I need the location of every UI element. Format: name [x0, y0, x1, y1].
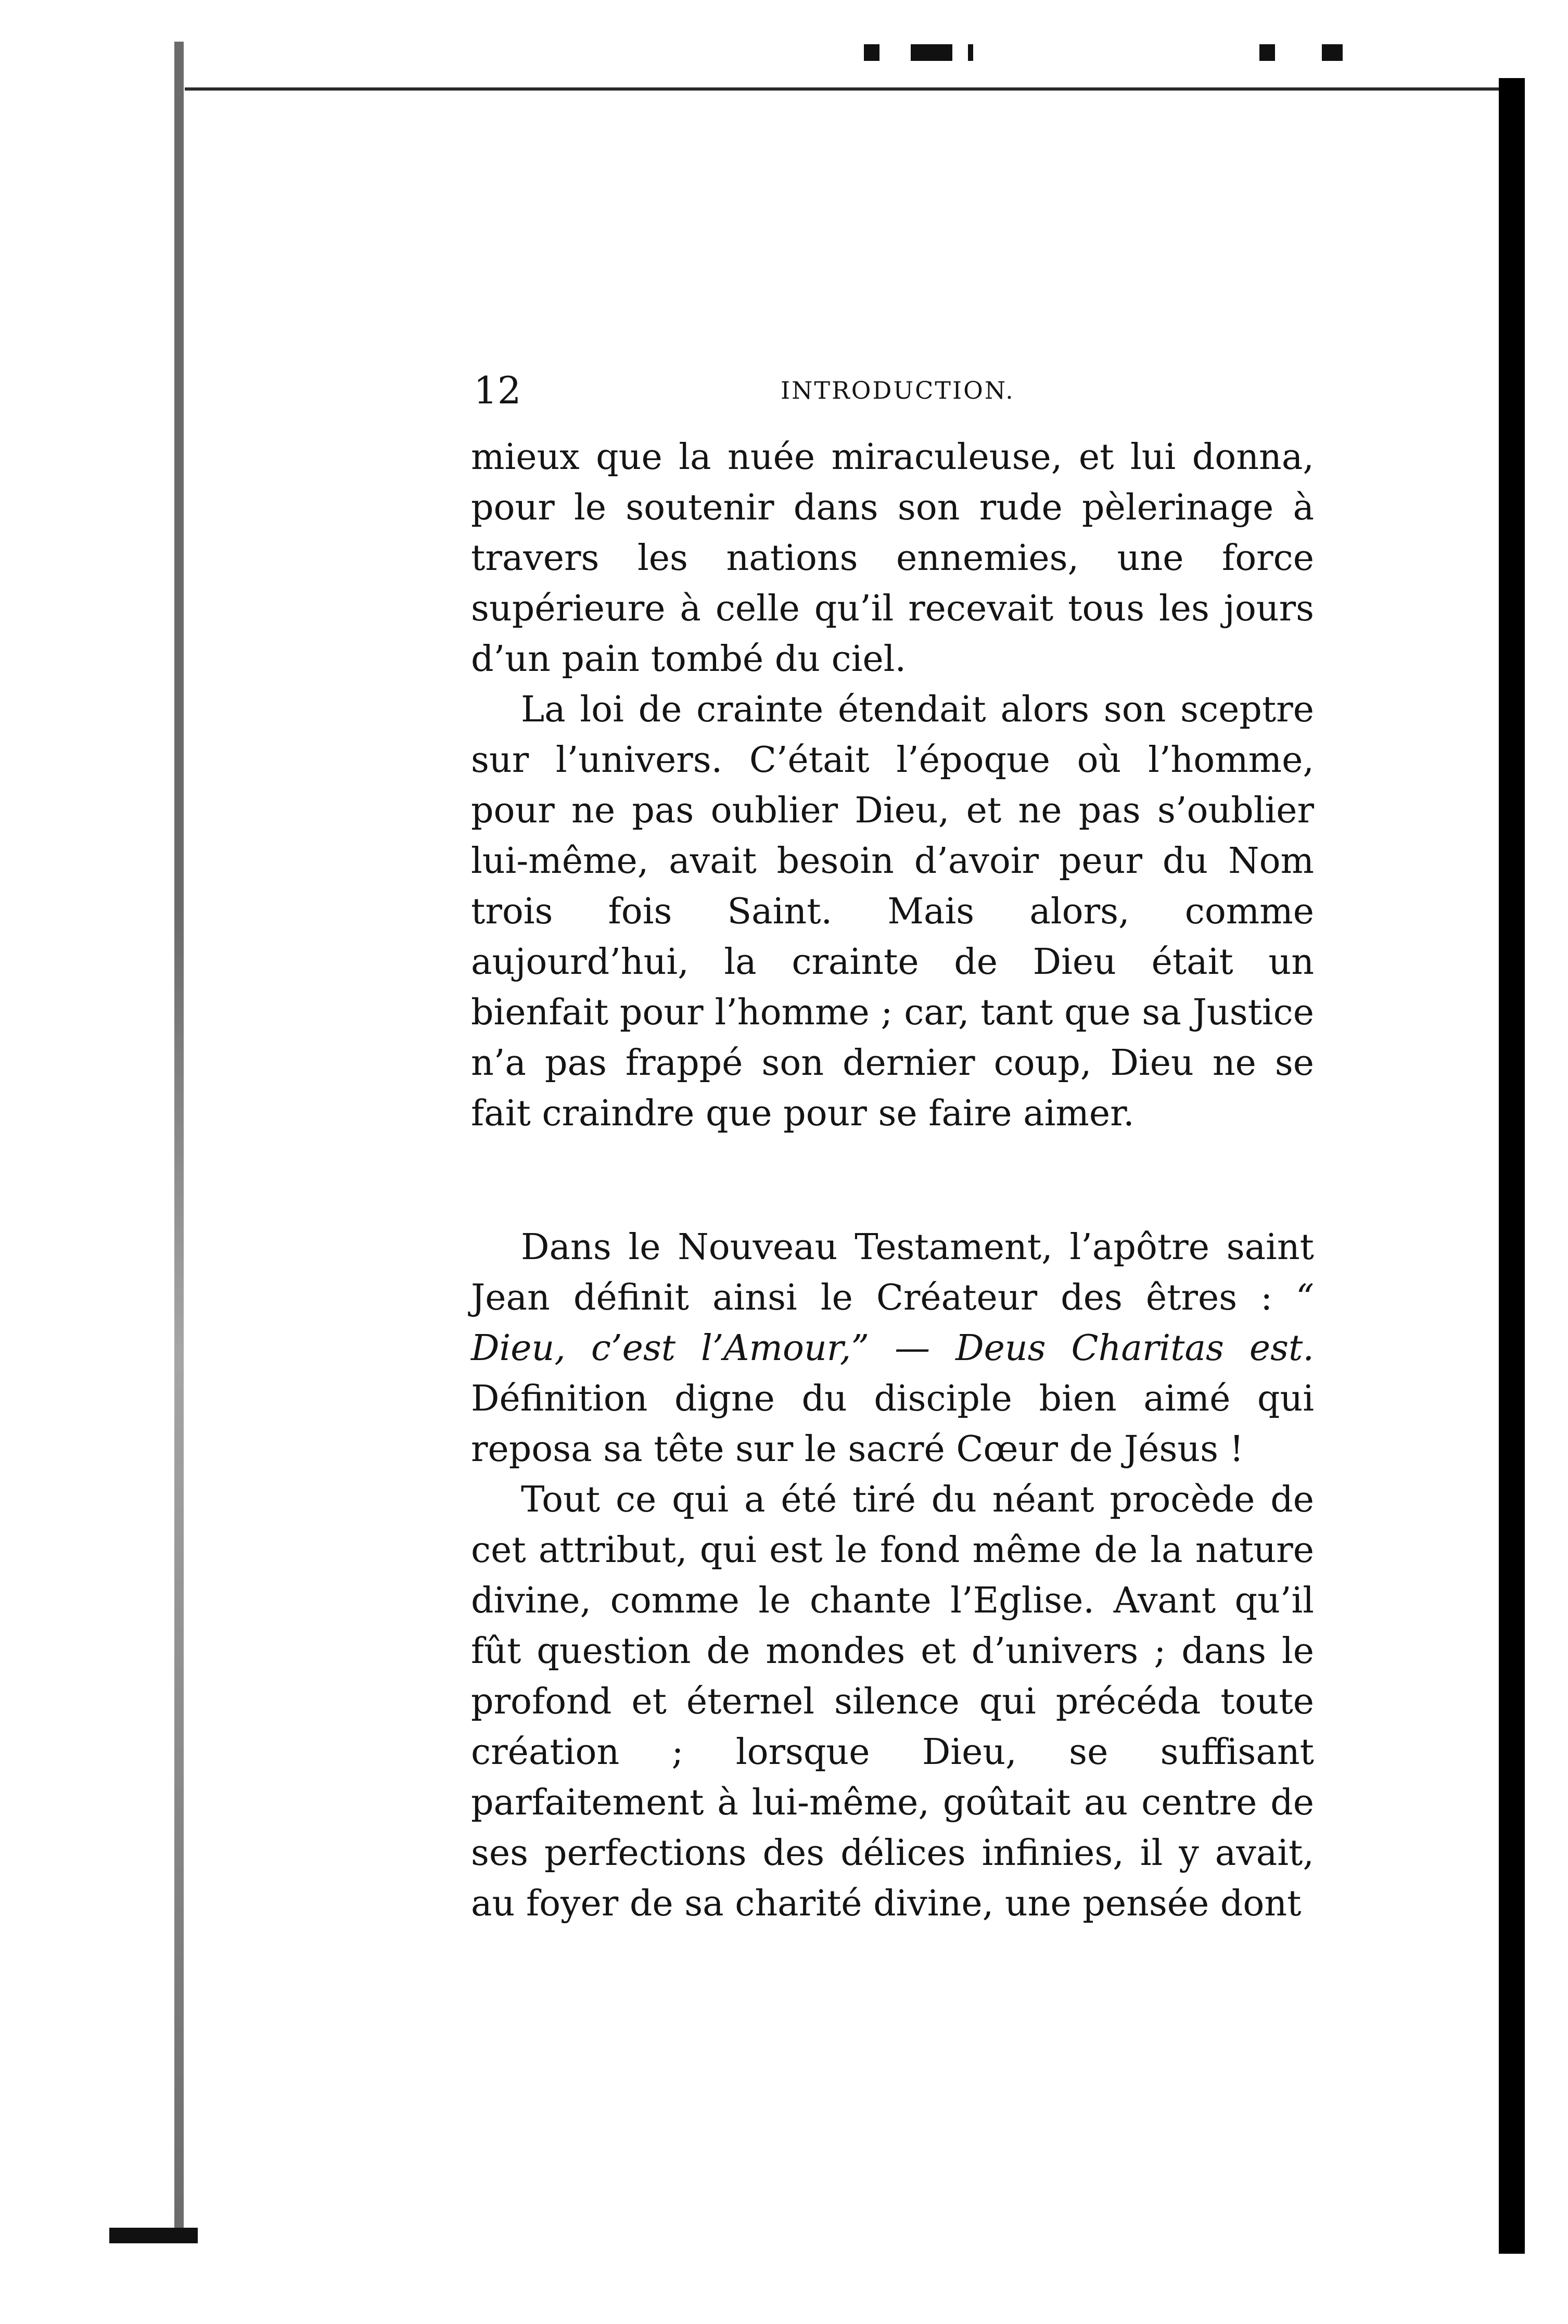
paragraph-tout-ce-qui: Tout ce qui a été tiré du néant procède de cet attribut, qui est le fond même de la nature divine, comme le chante l’Eglise. Avant qu’il fût question de mondes et d’univers ; dans le profond et éternel silence qui précéda toute création ; lorsque Dieu, se suffisant parfaitement à lui-même, goûtait au centre de ses perfections des délices infinies, il y avait, au foyer de sa charité divine, une pensée dont: [471, 1479, 1314, 1924]
scripture-quote: “ Dieu, c’est l’Amour,” — Deus Charitas est.: [471, 1277, 1314, 1369]
scan-left-edge: [174, 42, 184, 2228]
paragraph-text-before-quote: Dans le Nouveau Testament, l’apôtre saint Jean définit ainsi le Créateur des êtres :: [471, 1227, 1314, 1318]
paragraph-nouveau-testament: [471, 1222, 1314, 1475]
paragraph-loi-de-crainte: La loi de crainte étendait alors son sceptre sur l’univers. C’était l’époque où l’homme, pour ne pas oublier Dieu, et ne pas s’oublier lui-même, avait besoin d’avoir peur du Nom trois fois Saint. Mais alors, comme aujourd’hui, la crainte de Dieu était un bienfait pour l’homme ; car, tant que sa Justice n’a pas frappé son dernier coup, Dieu ne se fait craindre que pour se faire aimer.: [471, 689, 1314, 1134]
scan-top-rule: [185, 87, 1522, 91]
page-header: [474, 364, 1317, 416]
scan-right-bar: [1499, 78, 1525, 2254]
scan-bottom-corner: [109, 2228, 198, 2243]
body-text: [471, 432, 1314, 1929]
paragraph-text-after-quote: Définition digne du disciple bien aimé qui reposa sa tête sur le sacré Cœur de Jésus !: [471, 1378, 1314, 1470]
paragraph-continuation: mieux que la nuée miraculeuse, et lui donna, pour le soutenir dans son rude pèlerinage à travers les nations ennemies, une force supérieure à celle qu’il recevait tous les jours d’un pain tombé du ciel.: [471, 437, 1314, 680]
scan-top-marks: [864, 44, 1384, 65]
page-number: 12: [474, 369, 521, 412]
running-head: INTRODUCTION.: [781, 376, 1015, 404]
